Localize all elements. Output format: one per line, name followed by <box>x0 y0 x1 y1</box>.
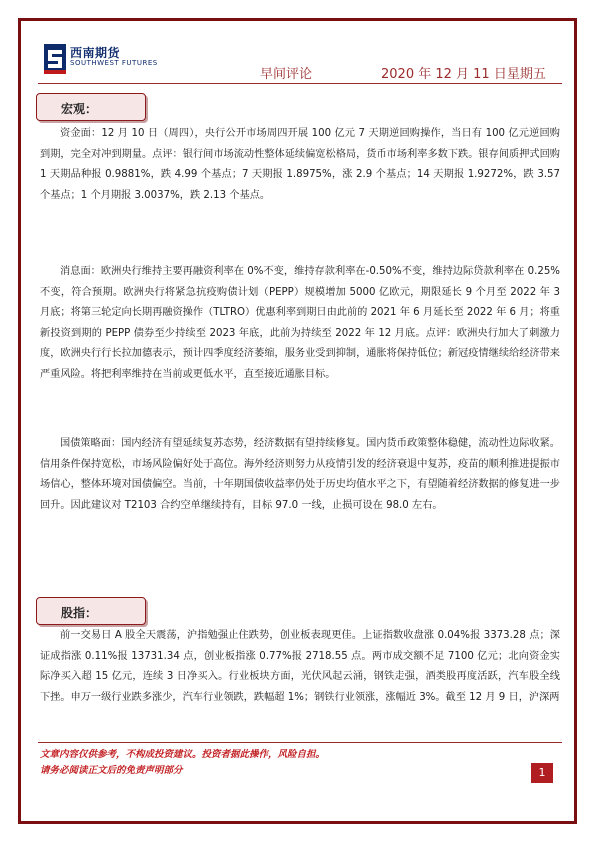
section-macro-heading: 宏观： <box>36 93 146 121</box>
section-stock-index-heading: 股指： <box>36 597 146 625</box>
report-date: 2020 年 12 月 11 日星期五 <box>381 67 546 82</box>
footer-divider <box>38 742 562 743</box>
disclaimer-line-2: 请务必阅读正文后的免责声明部分 <box>40 765 183 776</box>
logo-mark-icon <box>44 44 66 74</box>
report-title: 早间评论 <box>260 67 313 82</box>
disclaimer-line-1: 文章内容仅供参考，不构成投资建议。投资者据此操作，风险自担。 <box>40 749 326 760</box>
company-logo <box>44 44 158 76</box>
logo-chinese-text: 西南期货 <box>70 46 121 60</box>
paragraph-news: 消息面：欧洲央行维持主要再融资利率在 0%不变，维持存款利率在-0.50%不变，维持边际贷款利率在 0.25%不变，符合预期。欧洲央行将紧急抗疫购债计划（PEPP）规模增加 5000 亿欧元，期限延长 9 个月至 2022 年 3 月底；将第三轮定向长期再融资操作（TLTRO）优惠利率到期日由此前的 2021 年 6 月延长至 2022 年 6 月；将重新投资到期的 PEPP 债券至少持续至 2023 年底，此前为持续至 2022 年 12 月底。点评：欧洲央行加大了刺激力度，欧洲央行行长拉加德表示，预计四季度经济萎缩，服务业受到抑制，通胀将保持低位；新冠疫情继续给经济带来严重风险。将把利率维持在当前或更低水平，直至接近通胀目标。 <box>40 266 560 380</box>
logo-english-text: SOUTHWEST FUTURES <box>70 59 158 67</box>
page-number: 1 <box>531 763 553 783</box>
paragraph-stock-index: 前一交易日 A 股全天震荡，沪指勉强止住跌势，创业板表现更佳。上证指数收盘涨 0.04%报 3373.28 点；深证成指涨 0.11%报 13731.34 点，创业板指涨 0.77%报 2718.55 点。两市成交额不足 7100 亿元；北向资金实际净买入超 15 亿元，连续 3 日净买入。行业板块方面，光伏风起云涌，钢铁走强，酒类股再度活跃，汽车股全线下挫。申万一级行业跌多涨少，汽车行业领跌，跌幅超 1%；钢铁行业领涨，涨幅近 3%。截至 12 月 9 日，沪深两 <box>40 630 560 703</box>
header-divider <box>38 83 562 84</box>
paragraph-bond-strategy: 国债策略面：国内经济有望延续复苏态势，经济数据有望持续修复。国内货币政策整体稳健，流动性边际收紧。信用条件保持宽松，市场风险偏好处于高位。海外经济则努力从疫情引发的经济衰退中复苏，疫苗的顺利推进提振市场信心，整体环境对国债偏空。当前，十年期国债收益率仍处于历史均值水平之下，有望随着经济数据的修复进一步回升。因此建议对 T2103 合约空单继续持有，目标 97.0 一线，止损可设在 98.0 左右。 <box>40 438 560 511</box>
paragraph-funding: 资金面：12 月 10 日（周四），央行公开市场周四开展 100 亿元 7 天期逆回购操作，当日有 100 亿元逆回购到期，完全对冲到期量。点评：银行间市场流动性整体延续偏宽松格局，货币市场利率多数下跌。银存间质押式回购 1 天期品种报 0.9881%，跌 4.99 个基点；7 天期报 1.8975%，涨 2.9 个基点；14 天期报 1.9272%，跌 3.57 个基点；1 个月期报 3.0037%，跌 2.13 个基点。 <box>40 128 560 201</box>
